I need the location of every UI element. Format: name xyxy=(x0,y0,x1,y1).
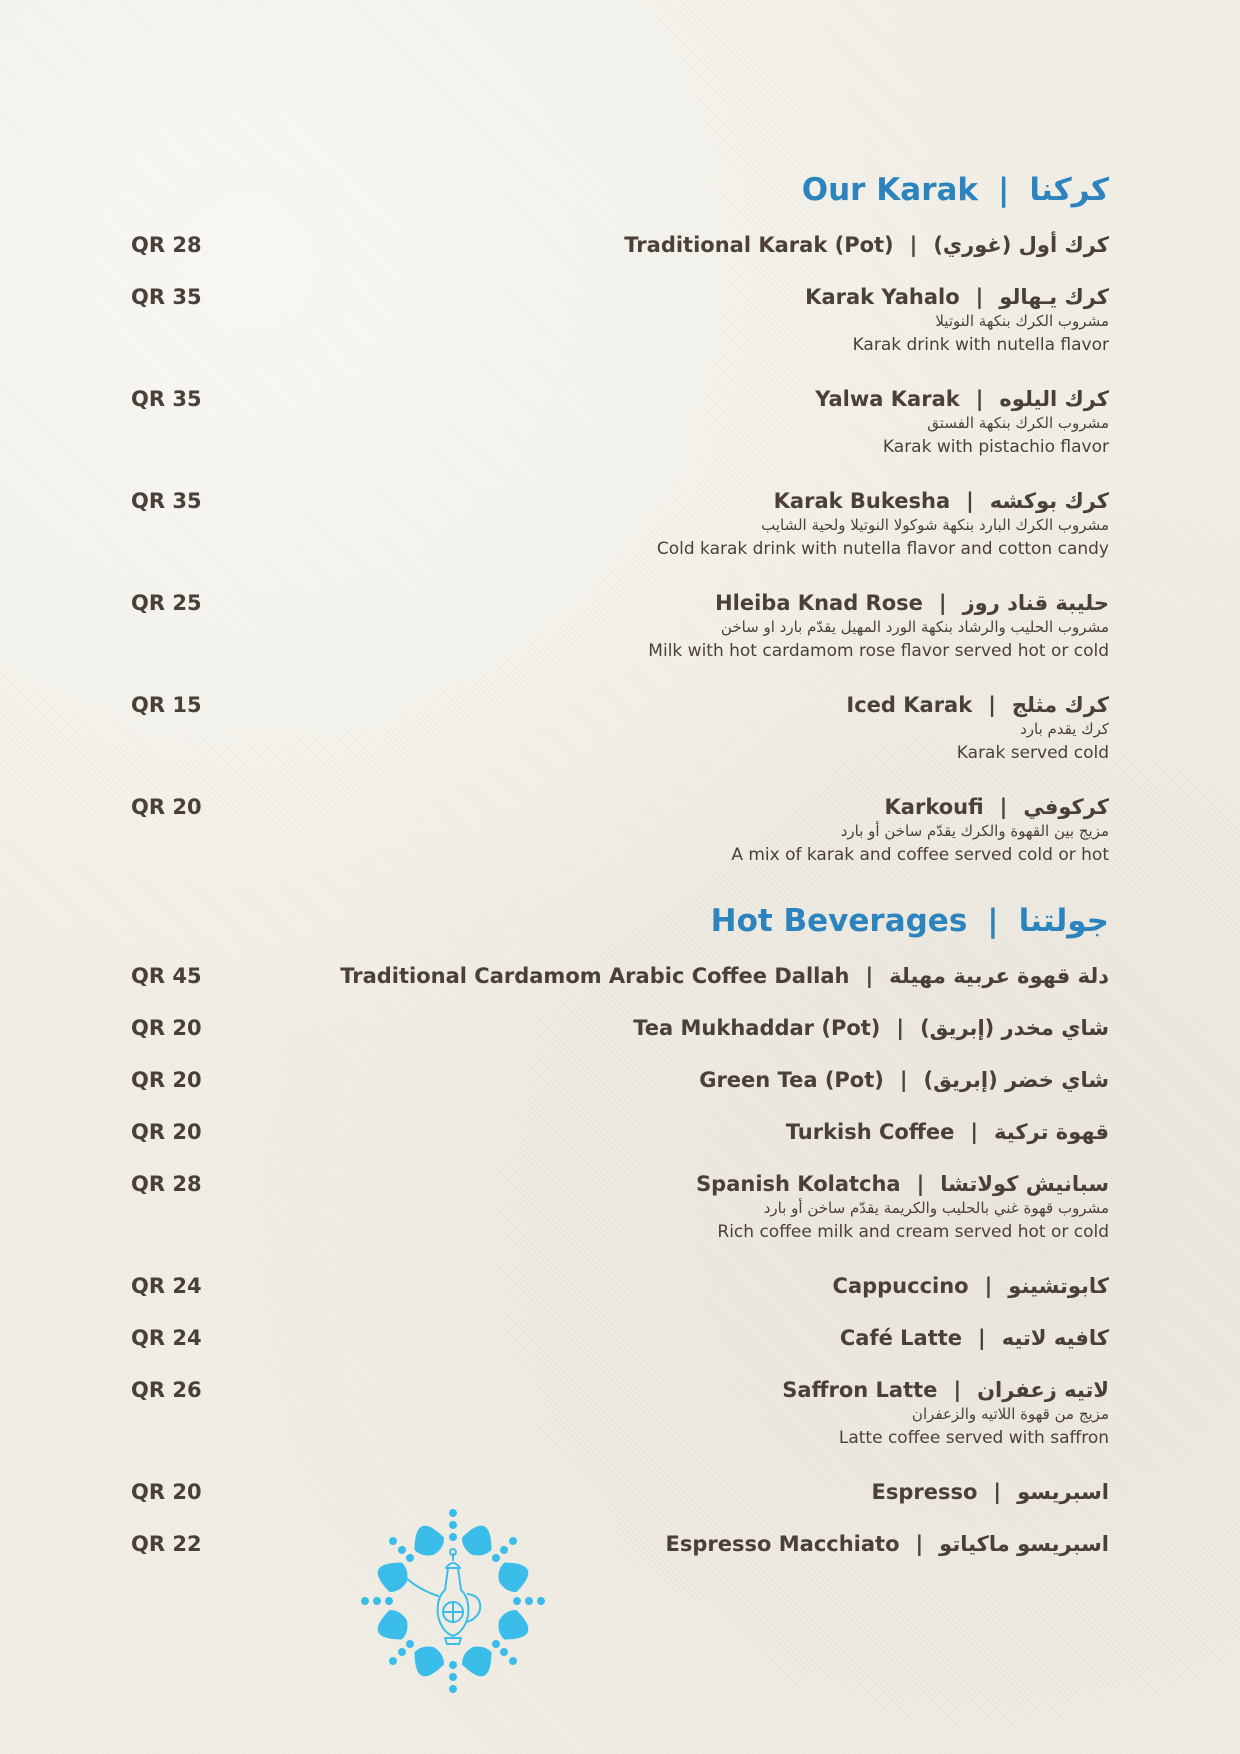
item-price: QR 35 xyxy=(131,387,202,411)
menu-item-karkoufi xyxy=(0,797,1240,877)
item-price: QR 45 xyxy=(131,964,202,988)
item-name xyxy=(815,389,1109,410)
item-name-ar: كافيه لاتيه xyxy=(1001,1326,1109,1350)
item-description-ar: مشروب قهوة غني بالحليب والكريمة يقدّم ساخن أو بارد xyxy=(763,1199,1109,1217)
item-name-ar: لاتيه زعفران xyxy=(977,1378,1109,1402)
item-name-en: Hleiba Knad Rose xyxy=(715,591,923,615)
name-separator: | xyxy=(896,1016,905,1040)
name-separator: | xyxy=(966,489,974,513)
item-name-en: Iced Karak xyxy=(846,693,973,717)
item-name xyxy=(872,1482,1109,1503)
item-description-ar: مزيج من قهوة اللاتيه والزعفران xyxy=(911,1405,1109,1423)
dallah-coffee-pot-icon xyxy=(350,1498,556,1704)
item-description-en: Karak with pistachio flavor xyxy=(882,437,1109,457)
name-separator: | xyxy=(988,693,996,717)
section-title-ar: كركنا xyxy=(1029,172,1109,208)
item-name xyxy=(715,593,1109,614)
item-price: QR 22 xyxy=(131,1532,202,1556)
item-name xyxy=(696,1174,1109,1195)
item-name xyxy=(840,1328,1109,1349)
item-description-ar: مشروب الكرك بنكهة النوتيلا xyxy=(935,312,1109,330)
item-description-en: A mix of karak and coffee served cold or hot xyxy=(731,845,1109,865)
item-name-en: Traditional Karak (Pot) xyxy=(624,233,894,257)
item-name-ar: شاي خضر (إبريق) xyxy=(923,1068,1109,1092)
item-price: QR 35 xyxy=(131,285,202,309)
menu-item-espresso-macchiato xyxy=(0,1534,1240,1614)
title-separator: | xyxy=(998,172,1010,208)
item-name-ar: شاي مخدر (إبريق) xyxy=(920,1016,1109,1040)
item-price: QR 24 xyxy=(131,1326,202,1350)
item-price: QR 20 xyxy=(131,1068,202,1092)
name-separator: | xyxy=(975,285,984,309)
item-name xyxy=(666,1534,1109,1555)
name-separator: | xyxy=(915,1532,924,1556)
item-description-en: Milk with hot cardamom rose flavor served hot or cold xyxy=(648,641,1109,661)
item-description-ar: كرك يقدم بارد xyxy=(1020,720,1109,738)
menu-item-spanish-kolatcha xyxy=(0,1174,1240,1254)
item-name xyxy=(805,287,1109,308)
item-name-en: Yalwa Karak xyxy=(815,387,960,411)
section-title-hot-beverages xyxy=(710,903,1109,939)
item-name-en: Saffron Latte xyxy=(782,1378,938,1402)
item-price: QR 28 xyxy=(131,1172,202,1196)
item-name-en: Karkoufi xyxy=(884,795,984,819)
item-description-ar: مزيج بين القهوة والكرك يقدّم ساخن أو بارد xyxy=(840,822,1109,840)
item-name xyxy=(699,1070,1109,1091)
name-separator: | xyxy=(909,233,918,257)
name-separator: | xyxy=(970,1120,979,1144)
item-description-en: Karak drink with nutella flavor xyxy=(852,335,1109,355)
name-separator: | xyxy=(953,1378,962,1402)
item-name-ar: كرك مثلج xyxy=(1011,693,1109,717)
section-title-en: Our Karak xyxy=(801,172,979,208)
section-title-our-karak xyxy=(801,172,1109,208)
item-name-ar: كابوتشينو xyxy=(1008,1274,1109,1298)
item-price: QR 15 xyxy=(131,693,202,717)
item-price: QR 24 xyxy=(131,1274,202,1298)
item-name xyxy=(846,695,1109,716)
item-price: QR 35 xyxy=(131,489,202,513)
name-separator: | xyxy=(984,1274,993,1298)
item-name-ar: كرك يـهالو xyxy=(999,285,1109,309)
item-name-en: Tea Mukhaddar (Pot) xyxy=(633,1016,881,1040)
item-name-ar: كرك اليلوه xyxy=(999,387,1109,411)
item-description-en: Latte coffee served with saffron xyxy=(838,1428,1109,1448)
item-price: QR 20 xyxy=(131,1120,202,1144)
item-name-en: Turkish Coffee xyxy=(785,1120,955,1144)
item-name-en: Traditional Cardamom Arabic Coffee Dallah xyxy=(340,964,850,988)
item-price: QR 20 xyxy=(131,795,202,819)
name-separator: | xyxy=(975,387,984,411)
name-separator: | xyxy=(899,1068,908,1092)
name-separator: | xyxy=(999,795,1008,819)
item-name-en: Cappuccino xyxy=(832,1274,969,1298)
item-name-ar: دلة قهوة عربية مهيلة xyxy=(889,964,1109,988)
name-separator: | xyxy=(978,1326,986,1350)
item-name-en: Green Tea (Pot) xyxy=(699,1068,884,1092)
menu-item-iced-karak xyxy=(0,695,1240,775)
item-name-ar: كركوفي xyxy=(1023,795,1109,819)
item-name-ar: كرك أول (غوري) xyxy=(933,233,1109,257)
menu-item-hleiba-knad-rose xyxy=(0,593,1240,673)
item-name xyxy=(786,1122,1109,1143)
item-price: QR 20 xyxy=(131,1480,202,1504)
item-description-ar: مشروب الكرك بنكهة الفستق xyxy=(927,414,1109,432)
menu-item-karak-yahalo xyxy=(0,287,1240,367)
item-name xyxy=(340,966,1109,987)
item-name-ar: كرك بوكشه xyxy=(989,489,1109,513)
item-name-en: Spanish Kolatcha xyxy=(696,1172,901,1196)
item-name-en: Café Latte xyxy=(839,1326,963,1350)
item-description-ar: مشروب الكرك البارد بنكهة شوكولا النوتيلا ولحية الشايب xyxy=(761,516,1109,534)
item-price: QR 25 xyxy=(131,591,202,615)
item-name xyxy=(774,491,1109,512)
item-name-ar: حليبة قناد روز xyxy=(962,591,1109,615)
item-name-en: Karak Bukesha xyxy=(773,489,951,513)
item-name xyxy=(782,1380,1109,1401)
item-name-en: Espresso xyxy=(871,1480,978,1504)
section-title-ar: جولتنا xyxy=(1018,903,1109,939)
item-name-ar: اسبريسو ماكياتو xyxy=(939,1532,1109,1556)
item-description-en: Karak served cold xyxy=(956,743,1109,763)
item-name-ar: قهوة تركية xyxy=(994,1120,1109,1144)
name-separator: | xyxy=(916,1172,925,1196)
item-description-en: Cold karak drink with nutella flavor and cotton candy xyxy=(656,539,1109,559)
item-name-ar: اسبريسو xyxy=(1017,1480,1109,1504)
item-name xyxy=(885,797,1109,818)
item-price: QR 28 xyxy=(131,233,202,257)
item-name xyxy=(833,1276,1109,1297)
name-separator: | xyxy=(865,964,874,988)
section-title-en: Hot Beverages xyxy=(710,903,968,939)
menu-item-saffron-latte xyxy=(0,1380,1240,1460)
item-name xyxy=(624,235,1109,256)
title-separator: | xyxy=(987,903,999,939)
item-name xyxy=(633,1018,1109,1039)
menu-item-yalwa-karak xyxy=(0,389,1240,469)
item-name-ar: سبانيش كولاتشا xyxy=(940,1172,1109,1196)
name-separator: | xyxy=(993,1480,1002,1504)
item-description-en: Rich coffee milk and cream served hot or cold xyxy=(717,1222,1109,1242)
item-name-en: Karak Yahalo xyxy=(805,285,960,309)
item-name-en: Espresso Macchiato xyxy=(665,1532,900,1556)
item-price: QR 20 xyxy=(131,1016,202,1040)
item-price: QR 26 xyxy=(131,1378,202,1402)
menu-item-karak-bukesha xyxy=(0,491,1240,571)
name-separator: | xyxy=(938,591,947,615)
item-description-ar: مشروب الحليب والرشاد بنكهة الورد المهيل يقدّم بارد او ساخن xyxy=(720,618,1109,636)
